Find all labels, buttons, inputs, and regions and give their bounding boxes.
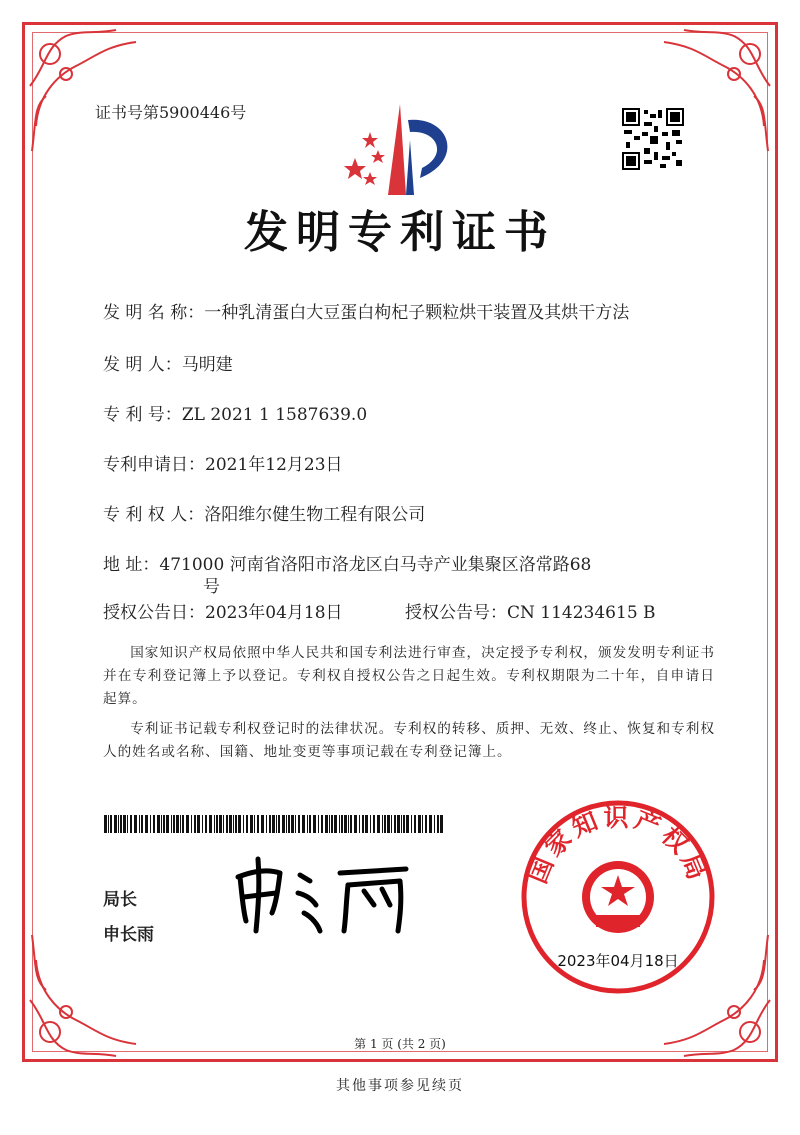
patent-number-row bbox=[103, 402, 367, 428]
footer-note: 其他事项参见续页 bbox=[336, 1078, 464, 1094]
grant-date-label: 授权公告日： bbox=[103, 603, 205, 623]
grant-number-row bbox=[405, 600, 656, 626]
patentee-value: 洛阳维尔健生物工程有限公司 bbox=[204, 505, 426, 525]
patentee-label: 专 利 权 人： bbox=[103, 505, 205, 525]
application-date-row bbox=[103, 452, 343, 478]
patentee-row bbox=[103, 502, 425, 528]
page-title: 发明专利证书 bbox=[244, 207, 556, 258]
address-value-line2: 号 bbox=[203, 577, 220, 597]
application-date-value: 2021年12月23日 bbox=[205, 455, 343, 475]
invention-name-label: 发 明 名 称： bbox=[103, 303, 205, 323]
corner-ornament-icon bbox=[26, 26, 146, 156]
seal-date: 2023年04月18日 bbox=[557, 952, 679, 970]
signature-icon bbox=[228, 855, 418, 935]
inventor-label: 发 明 人： bbox=[103, 355, 182, 375]
grant-date-value: 2023年04月18日 bbox=[205, 603, 343, 623]
patent-number-label: 专 利 号： bbox=[103, 405, 182, 425]
invention-name-value: 一种乳清蛋白大豆蛋白枸杞子颗粒烘干装置及其烘干方法 bbox=[204, 303, 630, 323]
certificate-number: 证书号第5900446号 bbox=[95, 103, 247, 122]
barcode-icon bbox=[104, 815, 444, 833]
qr-code-icon bbox=[622, 108, 684, 170]
grant-number-label: 授权公告号： bbox=[405, 603, 507, 623]
statement-paragraph-2: 专利证书记载专利权登记时的法律状况。专利权的转移、质押、无效、终止、恢复和专利权人的姓名或名称、国籍、地址变更等事项记载在专利登记簿上。 bbox=[103, 721, 715, 760]
seal-text: 国家知识产权局 bbox=[522, 802, 714, 888]
address-label: 地 址： bbox=[103, 555, 160, 575]
invention-name-row bbox=[103, 300, 629, 326]
address-value-line1: 471000 河南省洛阳市洛龙区白马寺产业集聚区洛常路68 bbox=[159, 555, 592, 575]
inventor-row bbox=[103, 352, 233, 378]
statement-paragraph-1: 国家知识产权局依照中华人民共和国专利法进行审查，决定授予专利权，颁发发明专利证书并在专利登记簿上予以登记。专利权自授权公告之日起生效。专利权期限为二十年，自申请日起算。 bbox=[103, 645, 715, 707]
page-number: 第 1 页 (共 2 页) bbox=[354, 1037, 446, 1051]
application-date-label: 专利申请日： bbox=[103, 455, 205, 475]
patent-number-value: ZL 2021 1 1587639.0 bbox=[181, 405, 368, 425]
director-title: 局长 bbox=[103, 890, 137, 910]
inventor-value: 马明建 bbox=[181, 355, 233, 375]
grant-date-row bbox=[103, 600, 343, 626]
address-row bbox=[103, 552, 591, 578]
patent-office-logo-icon bbox=[340, 100, 465, 200]
grant-number-value: CN 114234615 B bbox=[507, 603, 656, 623]
director-name: 申长雨 bbox=[103, 925, 154, 945]
